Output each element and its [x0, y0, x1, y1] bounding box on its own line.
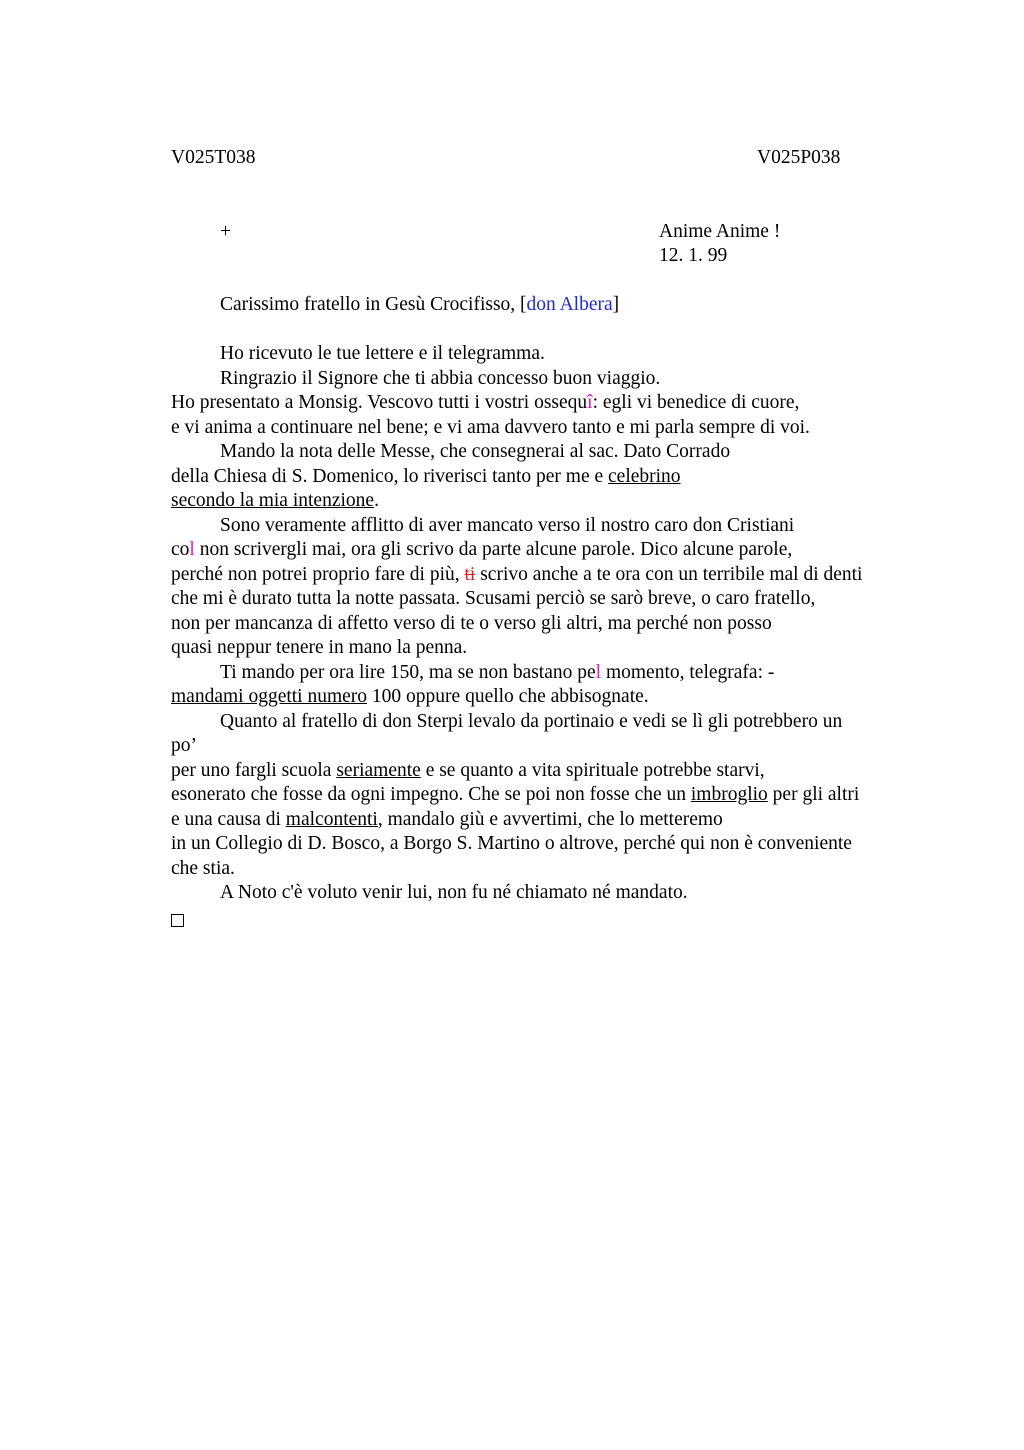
letter-line	[171, 391, 931, 416]
letter-line	[171, 538, 931, 563]
letter-line: po’	[171, 735, 197, 756]
letter-line	[171, 661, 931, 686]
underlined-phrase: mandami oggetti numero	[171, 686, 368, 707]
text-run: Ti mando per ora lire 150, ma se non bastano pe	[220, 661, 596, 683]
underlined-word: imbroglio	[690, 784, 768, 805]
text-run: per uno fargli scuola	[171, 759, 337, 781]
motto: Anime Anime !	[659, 221, 781, 242]
correction-mark: l	[595, 661, 602, 683]
letter-line: Quanto al fratello di don Sterpi levalo da portinaio e vedi se lì gli potrebbero un	[220, 710, 843, 732]
letter-date: 12. 1. 99	[659, 245, 728, 266]
letter-line: che mi è durato tutta la notte passata. Scusami perciò se sarò breve, o caro fratello,	[171, 588, 816, 609]
struck-word: ti	[464, 563, 476, 585]
letter-line: Mando la nota delle Messe, che consegnerai al sac. Dato Corrado	[220, 441, 731, 462]
salutation	[220, 293, 619, 317]
empty-box-icon	[171, 914, 184, 927]
text-run: perché non potrei proprio fare di più,	[171, 563, 465, 585]
text-run: , mandalo giù e avvertimi, che lo metteremo	[377, 808, 723, 830]
text-run: esonerato che fosse da ogni impegno. Che se poi non fosse che un	[171, 784, 691, 805]
letter-line: A Noto c'è voluto venir lui, non fu né chiamato né mandato.	[220, 882, 688, 903]
right-code: V025P038	[757, 147, 841, 168]
underlined-word: malcontenti	[285, 808, 378, 830]
text-run: 100 oppure quello che abbisognate.	[367, 686, 649, 707]
cross-mark: +	[220, 221, 231, 242]
left-code: V025T038	[171, 147, 256, 168]
end-marker	[171, 906, 931, 935]
letter-line: Ringrazio il Signore che ti abbia concesso buon viaggio.	[220, 367, 661, 389]
text-run: : egli vi benedice di cuore,	[592, 392, 800, 413]
text-run: per gli altri	[767, 784, 860, 805]
salutation-prefix: Carissimo fratello in Gesù Crocifisso, [	[220, 294, 527, 315]
letter-line	[171, 563, 931, 588]
letter-body	[171, 342, 931, 934]
text-run: co	[171, 539, 190, 560]
letter-line	[171, 465, 931, 490]
letter-line	[171, 489, 931, 514]
underlined-word: seriamente	[336, 759, 421, 781]
letter-line	[171, 759, 931, 784]
letter-line: non per mancanza di affetto verso di te o verso gli altri, ma perché non posso	[171, 612, 772, 634]
letter-line: e vi anima a continuare nel bene; e vi ama davvero tanto e mi parla sempre di voi.	[171, 416, 810, 438]
text-run: momento, telegrafa: -	[601, 661, 775, 683]
text-run: scrivo anche a te ora con un terribile mal di denti	[475, 563, 863, 585]
text-run: e se quanto a vita spirituale potrebbe starvi,	[420, 759, 765, 781]
text-run: .	[374, 490, 379, 511]
underlined-word: celebrino	[608, 465, 681, 487]
text-run: Ho presentato a Monsig. Vescovo tutti i vostri ossequ	[171, 392, 588, 413]
text-run: e una causa di	[171, 808, 286, 830]
letter-line: Sono veramente afflitto di aver mancato verso il nostro caro don Cristiani	[220, 514, 795, 536]
correction-mark: î	[587, 392, 593, 413]
underlined-phrase: secondo la mia intenzione	[171, 490, 375, 511]
letter-line	[171, 685, 931, 710]
recipient-name: don Albera	[526, 294, 613, 315]
letter-line: Ho ricevuto le tue lettere e il telegramma.	[220, 343, 545, 364]
letter-line	[171, 783, 931, 808]
letter-line: in un Collegio di D. Bosco, a Borgo S. Martino o altrove, perché qui non è conveniente	[171, 833, 852, 854]
salutation-suffix: ]	[612, 294, 620, 315]
letter-line	[171, 808, 931, 833]
text-run: della Chiesa di S. Domenico, lo riverisci tanto per me e	[171, 465, 609, 487]
letter-line: quasi neppur tenere in mano la penna.	[171, 637, 468, 658]
text-run: non scrivergli mai, ora gli scrivo da parte alcune parole. Dico alcune parole,	[194, 539, 793, 560]
letter-line: che stia.	[171, 857, 235, 879]
correction-mark: l	[189, 539, 195, 560]
